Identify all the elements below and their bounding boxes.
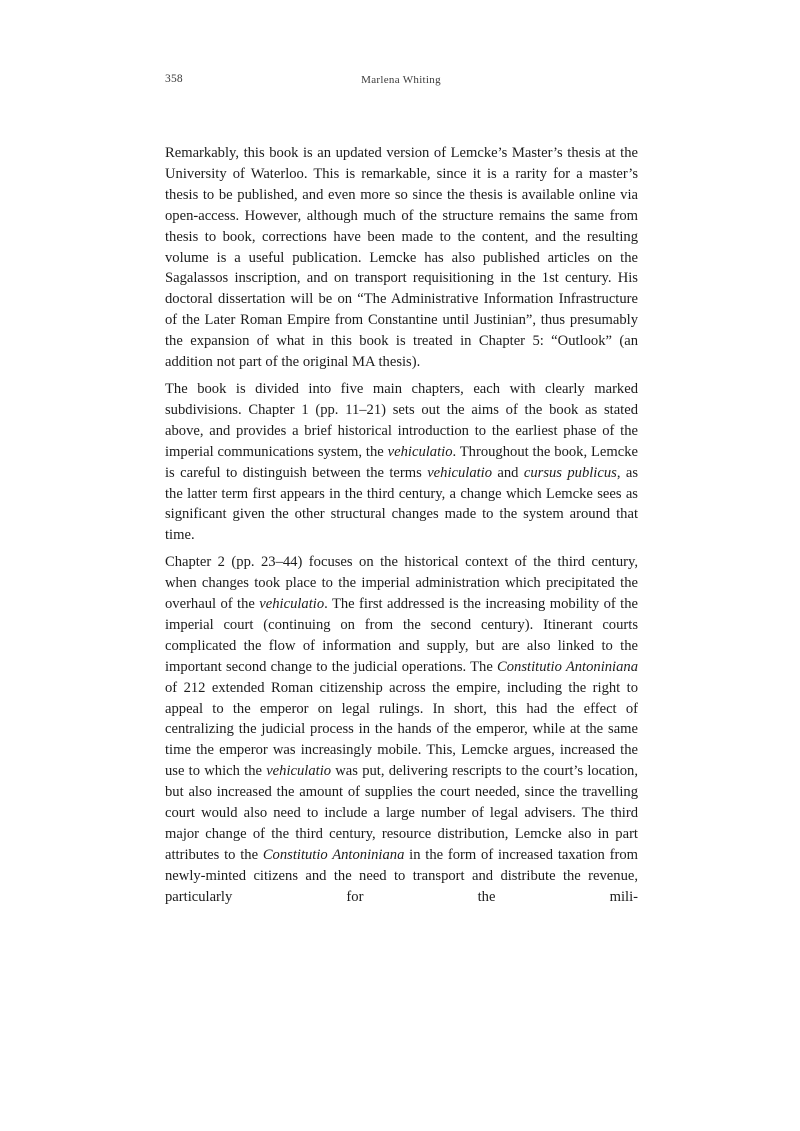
italic-term: cursus publicus bbox=[523, 464, 617, 481]
body-text bbox=[165, 143, 638, 929]
running-title: Marlena Whiting bbox=[361, 74, 441, 86]
paragraph bbox=[165, 552, 638, 928]
page-header bbox=[165, 73, 637, 89]
text-run: was put, delivering rescripts to the court’s location, but also increased the amount of supplies the court needed, since the travelling court would also need to include a large number of legal advisers. The third major change of the third century, resource distribution, Lemcke also in part attributes to the bbox=[165, 763, 638, 863]
paragraph bbox=[165, 143, 638, 373]
italic-term: vehiculatio bbox=[259, 596, 325, 613]
text-run: . Throughout the book, Lemcke is careful to distinguish between the terms bbox=[165, 443, 638, 481]
italic-term: vehiculatio bbox=[387, 443, 453, 460]
text-run: The book is divided into five main chapters, each with clearly marked subdivisions. Chapter 1 (pp. 11–21) sets out the aims of the book as stated above, and provides a brief historical introduction to the earliest phase of the imperial communications system, the bbox=[165, 380, 638, 460]
paragraph bbox=[165, 379, 638, 546]
page-number: 358 bbox=[165, 73, 183, 85]
text-run: Remarkably, this book is an updated version of Lemcke’s Master’s thesis at the University of Waterloo. This is remarkable, since it is a rarity for a master’s thesis to be published, and even more so since the thesis is available online via open-access. However, although much of the structure remains the same from thesis to book, corrections have been made to the content, and the resulting volume is a useful publication. Lemcke has also published articles on the Sagalassos inscription, and on transport requisitioning in the 1st century. His doctoral dissertation will be on “The Administrative Information Infrastructure of the Later Roman Empire from Constantine until Justinian”, thus presumably the expansion of what in this book is treated in Chapter 5: “Outlook” (an addition not part of the original MA thesis). bbox=[165, 145, 638, 371]
text-run: and bbox=[492, 464, 524, 481]
italic-term: Constitutio Antoniniana bbox=[497, 658, 639, 675]
italic-term: vehiculatio bbox=[266, 763, 332, 780]
italic-term: Constitutio Antoniniana bbox=[262, 846, 405, 863]
italic-term: vehiculatio bbox=[427, 464, 493, 481]
text-run: , as the latter term first appears in the third century, a change which Lemcke sees as significant given the other structural changes made to the system around that time. bbox=[165, 464, 639, 544]
text-run: in the form of increased taxation from newly-minted citizens and the need to transport and distribute the revenue, particularly for the mili- bbox=[165, 846, 639, 905]
text-run: Chapter 2 (pp. 23–44) focuses on the historical context of the third century, when changes took place to the imperial administration which precipitated the overhaul of the bbox=[165, 554, 638, 613]
text-run: . The first addressed is the increasing mobility of the imperial court (continuing on from the second century). Itinerant courts complicated the flow of information and supply, but are also linked to the important second change to the judicial operations. The bbox=[165, 596, 638, 675]
text-run: of 212 extended Roman citizenship across the empire, including the right to appeal to the emperor on legal rulings. In short, this had the effect of centralizing the judicial process in the hands of the emperor, while at the same time the emperor was increasingly mobile. This, Lemcke argues, increased the use to which the bbox=[165, 679, 638, 780]
